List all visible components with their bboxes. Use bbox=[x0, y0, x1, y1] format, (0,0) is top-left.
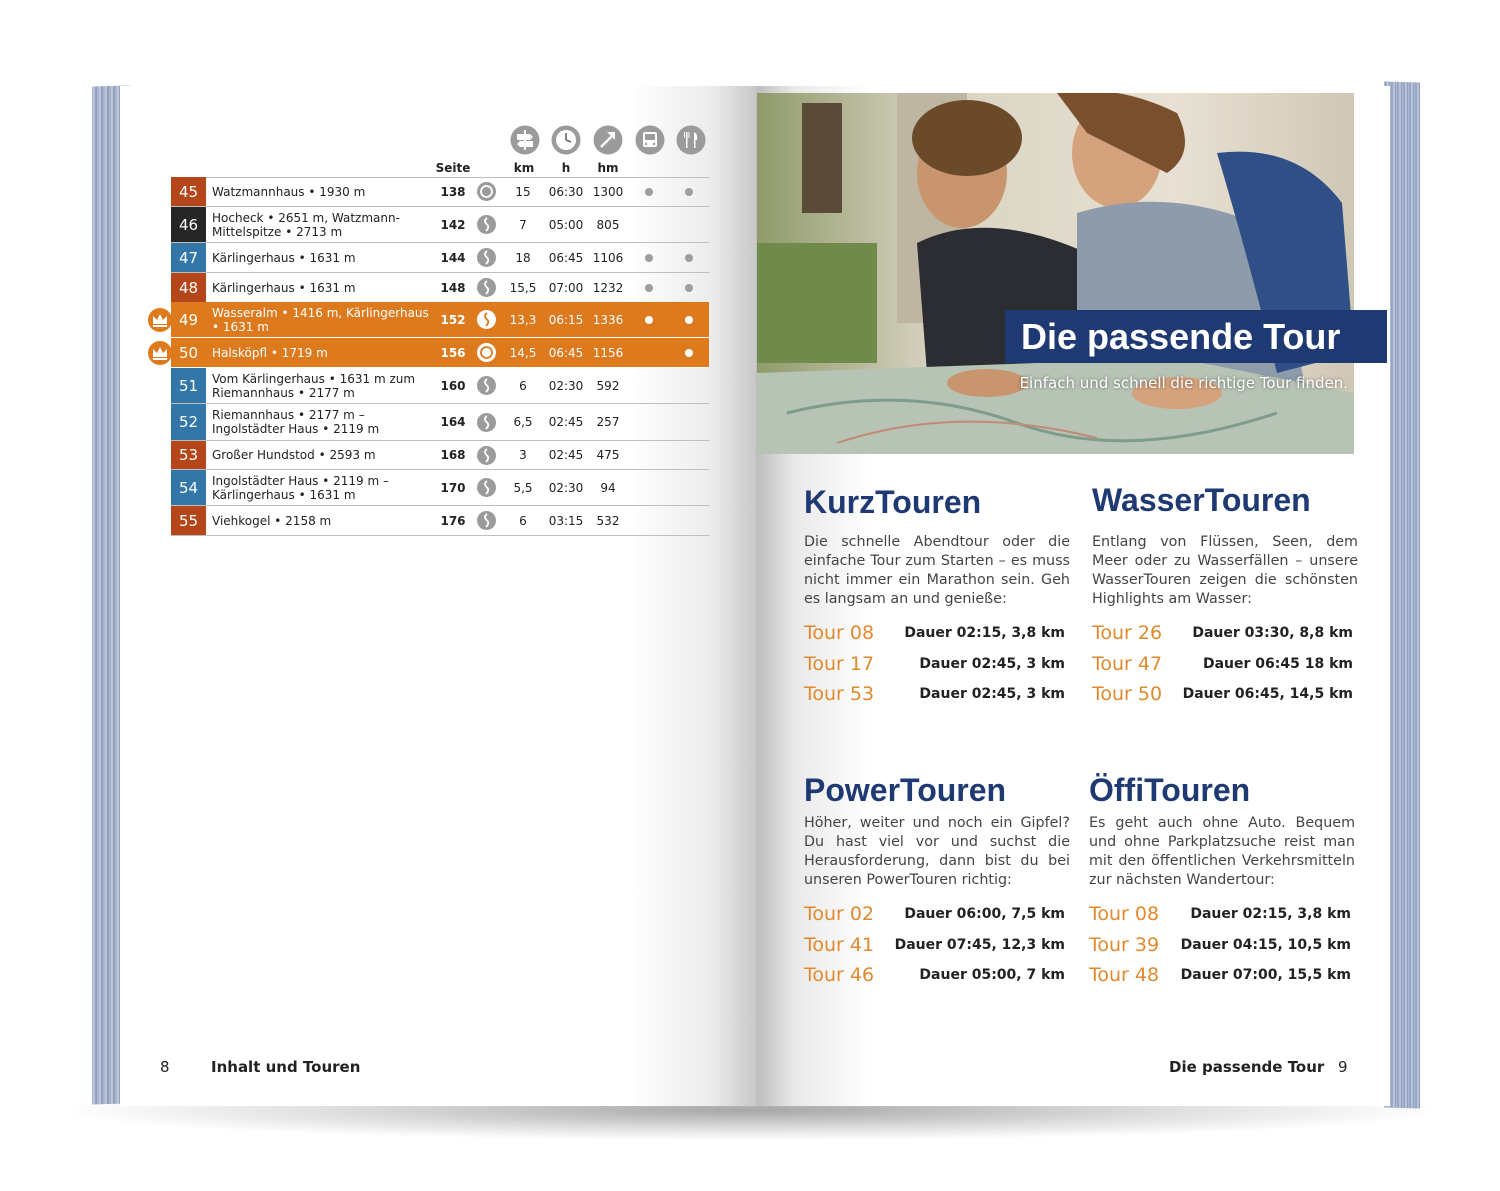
tour-name: Ingolstädter Haus • 2119 m – Kärlingerhaus • 1631 m bbox=[212, 473, 389, 502]
restaurant-icon bbox=[676, 125, 706, 155]
section-kurztouren-text: Die schnelle Abendtour oder die einfache Tour zum Starten – es muss nicht immer ein Marathon sein. Geh es langsam an und genieße: bbox=[804, 534, 1070, 607]
left-running-title: Inhalt und Touren bbox=[211, 1058, 361, 1076]
tour-km: 18 bbox=[515, 250, 531, 265]
tour-type-cell bbox=[476, 338, 496, 367]
tour-number: 49 bbox=[171, 302, 206, 337]
food-available-dot-cell bbox=[679, 273, 699, 302]
tour-recommendation bbox=[1089, 964, 1351, 994]
tour-ascent: 94 bbox=[600, 480, 616, 495]
tour-recommendation bbox=[804, 934, 1065, 964]
tour-number: 47 bbox=[171, 243, 206, 272]
one-way-icon bbox=[477, 278, 496, 297]
right-page-number: 9 bbox=[1338, 1058, 1348, 1076]
one-way-icon bbox=[477, 376, 496, 395]
food-available-dot bbox=[685, 316, 693, 324]
tour-type-cell bbox=[476, 368, 496, 403]
tour-name: Viehkogel • 2158 m bbox=[212, 513, 332, 528]
bus-available-dot bbox=[645, 284, 653, 292]
section-kurztouren-title: KurzTouren bbox=[804, 484, 982, 520]
bus-icon bbox=[635, 125, 665, 155]
tour-page: 160 bbox=[440, 378, 466, 393]
col-header-km: km bbox=[513, 161, 535, 175]
bus-available-dot bbox=[645, 254, 653, 262]
tour-name: Watzmannhaus • 1930 m bbox=[212, 184, 366, 199]
tour-type-cell bbox=[476, 243, 496, 272]
bus-available-dot-cell bbox=[639, 177, 659, 206]
table-row bbox=[171, 302, 709, 338]
tour-km: 3 bbox=[519, 448, 527, 462]
tour-km: 13,3 bbox=[509, 312, 537, 327]
tour-page: 156 bbox=[440, 345, 466, 360]
tour-hours: 02:45 bbox=[548, 415, 584, 429]
tour-duration-distance: Dauer 06:45 18 km bbox=[1202, 655, 1353, 672]
tour-km: 15 bbox=[515, 184, 531, 199]
tour-type-cell bbox=[476, 207, 496, 242]
tour-page: 176 bbox=[440, 513, 466, 528]
table-row bbox=[171, 243, 709, 273]
one-way-icon bbox=[477, 248, 496, 267]
tour-page: 152 bbox=[440, 312, 466, 327]
one-way-icon bbox=[477, 446, 496, 465]
tour-duration-distance: Dauer 03:30, 8,8 km bbox=[1192, 625, 1353, 641]
tour-km: 15,5 bbox=[509, 280, 537, 295]
tour-label: Tour 53 bbox=[804, 683, 875, 705]
tour-name: Kärlingerhaus • 1631 m bbox=[212, 280, 356, 295]
round-trip-icon bbox=[477, 343, 496, 362]
tour-duration-distance: Dauer 02:15, 3,8 km bbox=[904, 625, 1065, 641]
bus-available-dot bbox=[645, 188, 653, 196]
section-oeffitouren-title: ÖffiTouren bbox=[1089, 772, 1251, 808]
tour-ascent: 1232 bbox=[592, 280, 624, 295]
table-row bbox=[171, 338, 709, 368]
tour-km: 14,5 bbox=[509, 345, 537, 360]
tour-hours: 06:45 bbox=[548, 250, 584, 265]
tour-hours: 05:00 bbox=[548, 217, 584, 232]
food-available-dot bbox=[685, 284, 693, 292]
tour-duration-distance: Dauer 02:45, 3 km bbox=[919, 686, 1065, 702]
tour-page: 148 bbox=[440, 280, 466, 295]
bus-available-dot-cell bbox=[639, 243, 659, 272]
table-row bbox=[171, 273, 709, 303]
tour-duration-distance: Dauer 05:00, 7 km bbox=[919, 967, 1065, 983]
tour-hours: 02:30 bbox=[548, 378, 584, 393]
tour-recommendation bbox=[804, 622, 1065, 652]
tour-label: Tour 26 bbox=[1092, 622, 1163, 644]
section-wassertouren-text: Entlang von Flüssen, Seen, dem Meer oder zu Wasserfällen – unsere WasserTouren zeigen die schönsten Highlights am Wasser: bbox=[1092, 534, 1358, 607]
table-row bbox=[171, 506, 709, 536]
col-header-hm: hm bbox=[597, 161, 619, 175]
tour-page: 142 bbox=[440, 217, 466, 232]
tour-km: 7 bbox=[519, 217, 527, 232]
one-way-icon bbox=[477, 413, 496, 432]
tour-name: Großer Hundstod • 2593 m bbox=[212, 448, 376, 462]
one-way-icon bbox=[477, 310, 496, 329]
tour-page: 138 bbox=[440, 184, 466, 199]
section-powertouren-text: Höher, weiter und noch ein Gipfel? Du hast viel vor und suchst die Herausforderung, dann bist du bei unseren PowerTouren richtig: bbox=[804, 815, 1070, 888]
crown-icon bbox=[148, 308, 172, 332]
tour-hours: 06:30 bbox=[548, 184, 584, 199]
tour-hours: 03:15 bbox=[548, 513, 584, 528]
tour-type-cell bbox=[476, 302, 496, 337]
tour-hours: 02:30 bbox=[548, 480, 584, 495]
tour-type-cell bbox=[476, 404, 496, 440]
tour-label: Tour 08 bbox=[804, 622, 875, 644]
food-available-dot bbox=[685, 188, 693, 196]
banner-subtitle: Einfach und schnell die richtige Tour finden. bbox=[1019, 374, 1348, 392]
hikers-photo bbox=[757, 93, 1354, 454]
tour-km: 6 bbox=[519, 513, 527, 528]
tour-label: Tour 46 bbox=[804, 964, 875, 986]
tour-duration-distance: Dauer 06:00, 7,5 km bbox=[904, 906, 1065, 922]
section-wassertouren-title: WasserTouren bbox=[1092, 482, 1311, 518]
tour-label: Tour 48 bbox=[1089, 964, 1160, 986]
bus-available-dot bbox=[645, 316, 653, 324]
round-trip-icon bbox=[477, 182, 496, 201]
tour-duration-distance: Dauer 04:15, 10,5 km bbox=[1180, 936, 1351, 953]
tour-ascent: 532 bbox=[596, 513, 620, 528]
tour-recommendation bbox=[1092, 622, 1353, 652]
tour-km: 6,5 bbox=[513, 415, 533, 429]
tour-ascent: 1336 bbox=[592, 312, 624, 327]
tour-recommendation bbox=[804, 683, 1065, 713]
tour-name: Wasseralm • 1416 m, Kärlingerhaus • 1631 m bbox=[212, 305, 429, 334]
bus-available-dot-cell bbox=[639, 302, 659, 337]
tour-hours: 06:45 bbox=[548, 345, 584, 360]
tour-label: Tour 17 bbox=[804, 652, 875, 675]
one-way-icon bbox=[477, 478, 496, 497]
tour-ascent: 805 bbox=[596, 217, 620, 232]
tour-name: Kärlingerhaus • 1631 m bbox=[212, 250, 356, 265]
tour-ascent: 1156 bbox=[592, 345, 624, 360]
table-row bbox=[171, 470, 709, 506]
food-available-dot-cell bbox=[679, 177, 699, 206]
tour-page: 164 bbox=[440, 415, 466, 429]
tour-label: Tour 02 bbox=[804, 903, 875, 925]
bus-available-dot-cell bbox=[639, 273, 659, 302]
tour-page: 144 bbox=[440, 250, 466, 265]
tour-duration-distance: Dauer 07:45, 12,3 km bbox=[894, 936, 1065, 953]
col-header-page: Seite bbox=[435, 161, 471, 175]
tour-duration-distance: Dauer 02:15, 3,8 km bbox=[1190, 906, 1351, 922]
tour-number: 50 bbox=[171, 338, 206, 367]
left-page-number: 8 bbox=[160, 1058, 170, 1076]
tour-ascent: 592 bbox=[596, 378, 620, 393]
tour-number: 48 bbox=[171, 273, 206, 302]
tour-recommendation bbox=[804, 903, 1065, 933]
tour-km: 5,5 bbox=[513, 480, 533, 495]
tour-recommendation bbox=[1089, 903, 1351, 933]
tour-number: 55 bbox=[171, 506, 206, 535]
table-row bbox=[171, 441, 709, 470]
tour-number: 52 bbox=[171, 404, 206, 440]
section-powertouren-title: PowerTouren bbox=[804, 772, 1007, 808]
signpost-icon bbox=[510, 125, 540, 155]
tour-type-cell bbox=[476, 470, 496, 505]
food-available-dot bbox=[685, 254, 693, 262]
tour-page: 170 bbox=[440, 480, 466, 495]
food-available-dot bbox=[685, 349, 693, 357]
tour-duration-distance: Dauer 07:00, 15,5 km bbox=[1180, 967, 1351, 983]
tour-recommendation bbox=[1089, 934, 1351, 964]
ascent-arrow-icon bbox=[593, 125, 623, 155]
tour-recommendation bbox=[1092, 653, 1353, 683]
tour-label: Tour 39 bbox=[1089, 933, 1160, 956]
tour-hours: 07:00 bbox=[548, 280, 584, 295]
tour-recommendation bbox=[1092, 683, 1353, 713]
section-oeffitouren-text: Es geht auch ohne Auto. Bequem und ohne Parkplatzsuche reist man mit den öffentlichen Verkehrsmitteln zur nächsten Wandertour: bbox=[1089, 815, 1355, 888]
crown-icon bbox=[148, 341, 172, 365]
tour-type-cell bbox=[476, 506, 496, 535]
tour-number: 51 bbox=[171, 368, 206, 403]
tour-ascent: 1106 bbox=[592, 250, 624, 265]
one-way-icon bbox=[477, 215, 496, 234]
tour-name: Vom Kärlingerhaus • 1631 m zum Riemannhaus • 2177 m bbox=[212, 371, 416, 400]
clock-icon bbox=[551, 125, 581, 155]
tour-label: Tour 47 bbox=[1092, 652, 1163, 675]
tour-label: Tour 50 bbox=[1092, 683, 1163, 705]
food-available-dot-cell bbox=[679, 338, 699, 367]
food-available-dot-cell bbox=[679, 302, 699, 337]
col-header-hours: h bbox=[561, 161, 571, 175]
tour-km: 6 bbox=[519, 378, 527, 393]
table-row bbox=[171, 207, 709, 243]
table-row bbox=[171, 404, 709, 441]
table-row bbox=[171, 368, 709, 404]
tour-number: 45 bbox=[171, 177, 206, 206]
tour-duration-distance: Dauer 06:45, 14,5 km bbox=[1182, 686, 1353, 702]
tour-number: 54 bbox=[171, 470, 206, 505]
tour-recommendation bbox=[804, 653, 1065, 683]
one-way-icon bbox=[477, 511, 496, 530]
tour-name: Halsköpfl • 1719 m bbox=[212, 345, 328, 360]
tour-number: 53 bbox=[171, 441, 206, 469]
tour-recommendation bbox=[804, 964, 1065, 994]
table-row bbox=[171, 177, 709, 207]
tour-type-cell bbox=[476, 441, 496, 469]
tour-hours: 06:15 bbox=[548, 312, 584, 327]
food-available-dot-cell bbox=[679, 243, 699, 272]
tour-number: 46 bbox=[171, 207, 206, 242]
section-title-banner: Die passende Tour bbox=[1005, 310, 1387, 363]
tour-label: Tour 41 bbox=[804, 933, 875, 956]
tour-type-cell bbox=[476, 273, 496, 302]
tour-duration-distance: Dauer 02:45, 3 km bbox=[919, 655, 1065, 672]
tour-ascent: 475 bbox=[596, 448, 620, 462]
tour-ascent: 1300 bbox=[592, 184, 624, 199]
right-running-title: Die passende Tour bbox=[1169, 1058, 1325, 1076]
tour-name: Hocheck • 2651 m, Watzmann-Mittelspitze • 2713 m bbox=[212, 210, 400, 239]
tour-type-cell bbox=[476, 177, 496, 206]
tour-name: Riemannhaus • 2177 m – Ingolstädter Haus • 2119 m bbox=[212, 408, 380, 436]
tour-ascent: 257 bbox=[596, 415, 620, 429]
tour-page: 168 bbox=[440, 448, 466, 462]
tour-hours: 02:45 bbox=[548, 448, 584, 462]
tour-label: Tour 08 bbox=[1089, 903, 1160, 925]
